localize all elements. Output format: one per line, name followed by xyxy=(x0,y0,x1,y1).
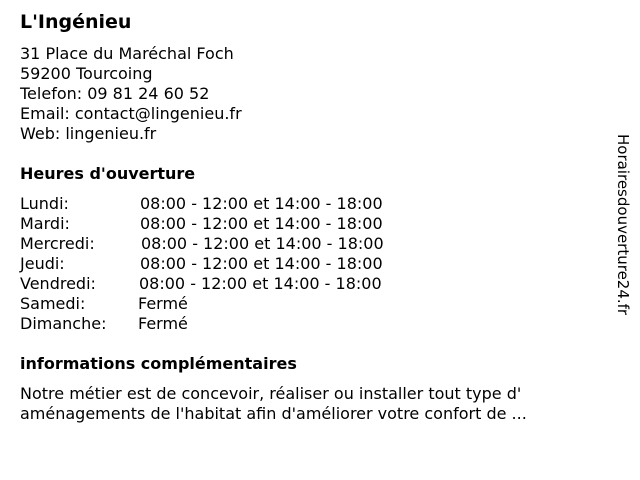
description-line: Notre métier est de concevoir, réaliser ou installer tout type d' xyxy=(20,384,522,403)
day-label: Jeudi: xyxy=(20,254,65,273)
hours-heading: Heures d'ouverture xyxy=(20,164,196,183)
business-description xyxy=(20,384,590,424)
info-heading: informations complémentaires xyxy=(20,354,297,373)
time-value: 08:00 - 12:00 et 14:00 - 18:00 xyxy=(141,234,384,253)
description-line: aménagements de l'habitat afin d'améliorer votre confort de ... xyxy=(20,404,527,423)
day-label: Mardi: xyxy=(20,214,70,233)
day-label: Lundi: xyxy=(20,194,69,213)
contact-block xyxy=(20,44,242,144)
address-city: 59200 Tourcoing xyxy=(20,64,153,83)
email-address: Email: contact@lingenieu.fr xyxy=(20,104,242,123)
time-value: 08:00 - 12:00 et 14:00 - 18:00 xyxy=(140,254,383,273)
time-value: 08:00 - 12:00 et 14:00 - 18:00 xyxy=(139,274,382,293)
time-value: Fermé xyxy=(138,314,188,333)
business-name: L'Ingénieu xyxy=(20,11,132,33)
time-value: Fermé xyxy=(138,294,188,313)
time-value: 08:00 - 12:00 et 14:00 - 18:00 xyxy=(140,214,383,233)
day-label: Mercredi: xyxy=(20,234,95,253)
day-label: Samedi: xyxy=(20,294,86,313)
day-label: Dimanche: xyxy=(20,314,107,333)
phone-number: Telefon: 09 81 24 60 52 xyxy=(20,84,210,103)
address-street: 31 Place du Maréchal Foch xyxy=(20,44,234,63)
site-watermark: Horairesdouverture24.fr xyxy=(614,134,632,316)
time-value: 08:00 - 12:00 et 14:00 - 18:00 xyxy=(140,194,383,213)
day-label: Vendredi: xyxy=(20,274,96,293)
website: Web: lingenieu.fr xyxy=(20,124,157,143)
